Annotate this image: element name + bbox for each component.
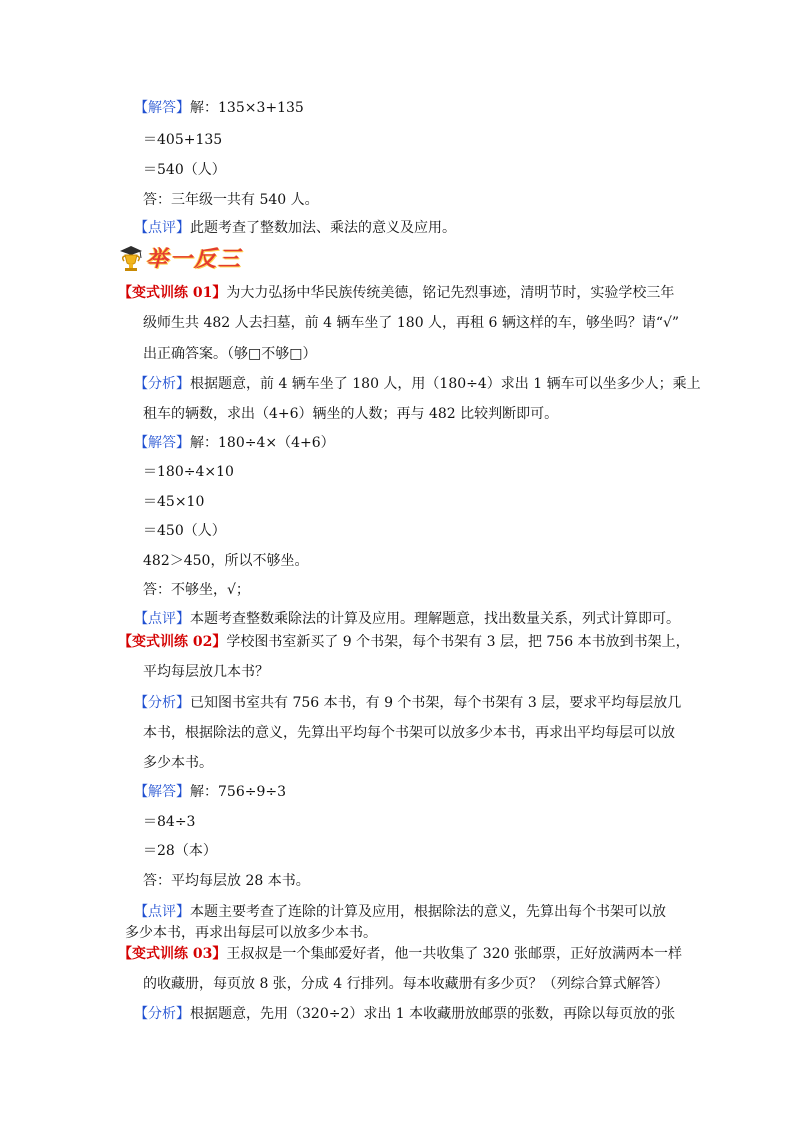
comment-tag: 【点评】 (134, 904, 190, 920)
analysis-text: 租车的辆数，求出（4+6）辆坐的人数；再与 482 比较判断即可。 (143, 406, 559, 422)
calc-step: ＝540（人） (143, 162, 226, 178)
analysis-text: 根据题意，先用（320÷2）求出 1 本收藏册放邮票的张数，再除以每页放的张 (190, 1006, 676, 1022)
answer-text: 解：135×3+135 (190, 100, 304, 116)
calc-step: ＝84÷3 (143, 814, 196, 830)
analysis-line (134, 693, 681, 713)
comment-text: 多少本书，再求出每层可以放多少本书。 (125, 925, 377, 941)
exercise-02-line (118, 632, 690, 652)
analysis-text: 多少本书。 (143, 755, 213, 771)
comment-line (134, 902, 666, 922)
answer-tag: 【解答】 (134, 100, 190, 116)
comment-text: 此题考查了整数加法、乘法的意义及应用。 (190, 220, 456, 236)
compare-line: 482＞450，所以不够坐。 (143, 553, 309, 569)
exercise-text: 平均每层放几本书？ (143, 664, 269, 680)
analysis-tag: 【分析】 (134, 695, 190, 711)
calc-step: ＝405+135 (143, 132, 223, 148)
exercise-text: 级师生共 482 人去扫墓，前 4 辆车坐了 180 人，再租 6 辆这样的车，够坐吗？请“√” (143, 315, 680, 331)
exercise-tag: 【变式训练 02】 (118, 634, 227, 650)
analysis-text: 本书，根据除法的意义，先算出平均每个书架可以放多少本书，再求出平均每层可以放 (143, 725, 675, 741)
exercise-03-line (118, 944, 682, 964)
analysis-line (134, 1004, 675, 1024)
analysis-text: 已知图书室共有 756 本书，有 9 个书架，每个书架有 3 层，要求平均每层放几 (190, 695, 682, 711)
answer-line (134, 782, 286, 802)
answer-text: 解：756÷9÷3 (190, 784, 286, 800)
exercise-tag: 【变式训练 03】 (118, 946, 227, 962)
answer-line (134, 433, 335, 453)
analysis-line (134, 374, 701, 394)
exercise-text: 的收藏册，每页放 8 张，分成 4 行排列。每本收藏册有多少页？（列综合算式解答） (143, 976, 669, 992)
answer-tag: 【解答】 (134, 435, 190, 451)
calc-step: ＝45×10 (143, 494, 205, 510)
answer-statement: 答：不够坐，√； (143, 582, 250, 598)
exercise-01-line (118, 283, 674, 303)
comment-tag: 【点评】 (134, 220, 190, 236)
exercise-tag: 【变式训练 01】 (118, 285, 227, 301)
exercise-text: 学校图书室新买了 9 个书架，每个书架有 3 层，把 756 本书放到书架上， (226, 634, 690, 650)
banner-title: 举一反三 (146, 247, 243, 272)
comment-tag: 【点评】 (134, 611, 190, 627)
trophy-graduate-icon (118, 244, 144, 272)
exercise-text: 出正确答案。（够□不够□） (143, 346, 317, 362)
comment-text: 本题考查整数乘除法的计算及应用。理解题意，找出数量关系，列式计算即可。 (190, 611, 680, 627)
comment-text: 本题主要考查了连除的计算及应用，根据除法的意义，先算出每个书架可以放 (190, 904, 666, 920)
section-banner (118, 240, 248, 274)
analysis-tag: 【分析】 (134, 376, 190, 392)
answer-line (134, 98, 304, 118)
calc-step: ＝180÷4×10 (143, 464, 234, 480)
answer-statement: 答：平均每层放 28 本书。 (143, 873, 310, 889)
answer-text: 解：180÷4×（4+6） (190, 435, 335, 451)
calc-step: ＝450（人） (143, 523, 226, 539)
analysis-tag: 【分析】 (134, 1006, 190, 1022)
comment-line (134, 218, 456, 238)
exercise-text: 王叔叔是一个集邮爱好者，他一共收集了 320 张邮票，正好放满两本一样 (226, 946, 682, 962)
exercise-text: 为大力弘扬中华民族传统美德，铭记先烈事迹，清明节时，实验学校三年 (226, 285, 675, 301)
answer-tag: 【解答】 (134, 784, 190, 800)
calc-step: ＝28（本） (143, 843, 217, 859)
analysis-text: 根据题意，前 4 辆车坐了 180 人，用（180÷4）求出 1 辆车可以坐多少人；乘上 (190, 376, 701, 392)
answer-statement: 答：三年级一共有 540 人。 (143, 192, 319, 208)
comment-line (134, 609, 680, 629)
